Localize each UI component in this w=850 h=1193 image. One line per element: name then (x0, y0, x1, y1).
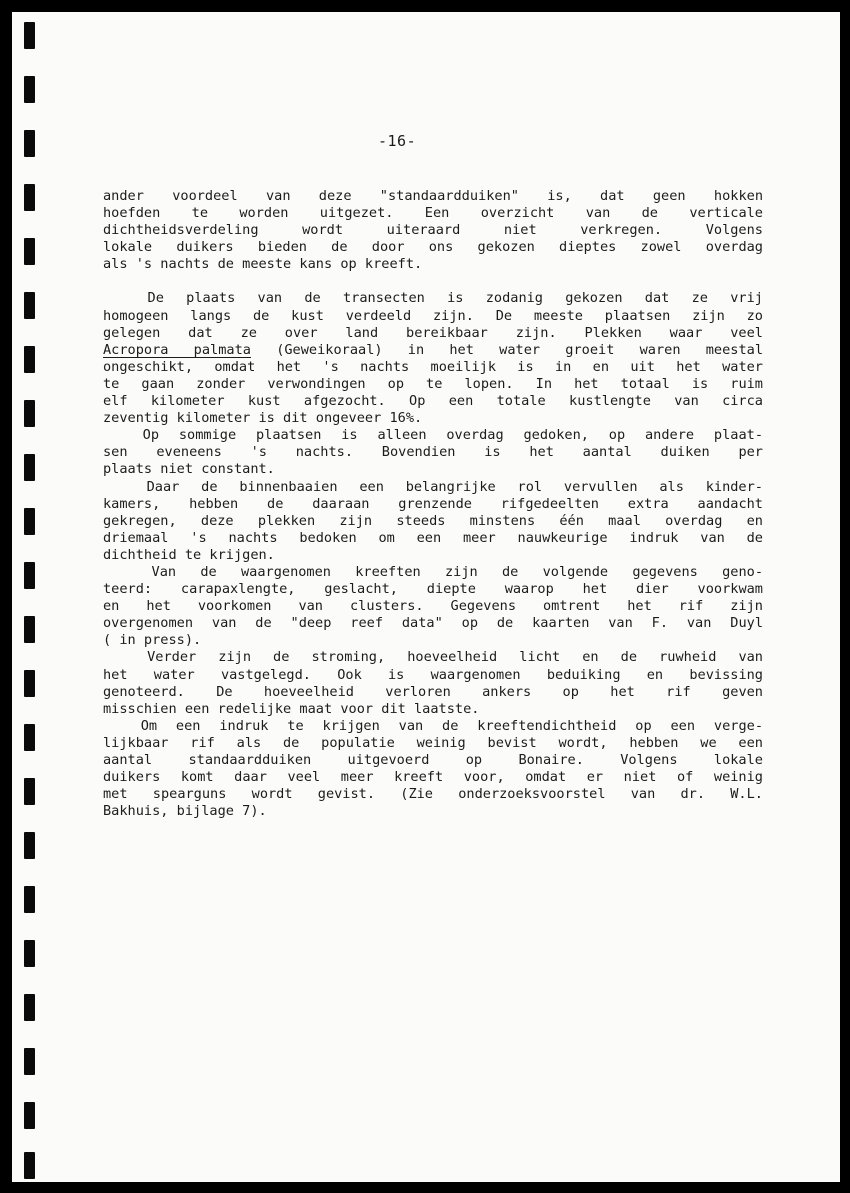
paragraph-spacer (103, 273, 763, 290)
text-line: ongeschikt, omdat het 's nachts moeilijk is in en uit het water (103, 358, 763, 375)
binder-hole (24, 616, 35, 643)
text-line-species: Acropora palmata (Geweikoraal) in het water groeit waren meestal (103, 341, 763, 358)
paragraph (103, 427, 763, 478)
binder-hole (24, 346, 35, 373)
text-line: Bakhuis, bijlage 7). (103, 803, 267, 820)
binder-hole (24, 508, 35, 535)
binder-hole (24, 994, 35, 1021)
binder-hole (24, 724, 35, 751)
binder-hole (24, 886, 35, 913)
text-line: elf kilometer kust afgezocht. Op een totale kustlengte van circa (103, 393, 763, 410)
text-line: kamers, hebben de daaraan grenzende rifgedeelten extra aandacht (103, 495, 763, 512)
binder-hole (24, 454, 35, 481)
text-line: sen eveneens 's nachts. Bovendien is het aantal duiken per (103, 444, 763, 461)
species-name: Acropora palmata (103, 341, 251, 358)
binder-hole (24, 292, 35, 319)
text-line: overgenomen van de "deep reef data" op de kaarten van F. van Duyl (103, 615, 763, 632)
text-line: met spearguns wordt gevist. (Zie onderzoeksvoorstel van dr. W.L. (103, 786, 763, 803)
text-line: lokale duikers bieden de door ons gekozen dieptes zowel overdag (103, 239, 763, 256)
text-line: Om een indruk te krijgen van de kreeftendichtheid op een verge- (103, 717, 763, 734)
text-line: Op sommige plaatsen is alleen overdag gedoken, op andere plaat- (103, 427, 763, 444)
text-line: misschien een redelijke maat voor dit laatste. (103, 700, 480, 717)
text-line: driemaal 's nachts bedoken om een meer nauwkeurige indruk van de (103, 529, 763, 546)
paragraph (103, 649, 763, 717)
binder-hole (24, 1152, 35, 1179)
binder-hole (24, 832, 35, 859)
text-line: duikers komt daar veel meer kreeft voor, omdat er niet of weinig (103, 769, 763, 786)
paragraph (103, 188, 763, 273)
text-line: ander voordeel van deze "standaardduiken" is, dat geen hokken (103, 188, 763, 204)
binder-hole (24, 400, 35, 427)
text-line: gekregen, deze plekken zijn steeds minstens één maal overdag en (103, 512, 763, 529)
text-line: ( in press). (103, 632, 202, 649)
paragraph (103, 290, 763, 427)
binder-holes (24, 0, 38, 1193)
binder-hole (24, 670, 35, 697)
text-line: De plaats van de transecten is zodanig gekozen dat ze vrij (103, 290, 763, 307)
binder-hole (24, 184, 35, 211)
binder-hole (24, 238, 35, 265)
text-line: als 's nachts de meeste kans op kreeft. (103, 256, 423, 273)
paragraph (103, 564, 763, 649)
text-line: aantal standaardduiken uitgevoerd op Bonaire. Volgens lokale (103, 752, 763, 768)
text-line: dichtheid te krijgen. (103, 546, 275, 563)
binder-hole (24, 1048, 35, 1075)
text-line: Verder zijn de stroming, hoeveelheid licht en de ruwheid van (103, 649, 763, 666)
binder-hole (24, 1102, 35, 1129)
binder-hole (24, 778, 35, 805)
text-line: zeventig kilometer is dit ongeveer 16%. (103, 410, 423, 427)
text-line: en het voorkomen van clusters. Gegevens omtrent het rif zijn (103, 598, 763, 615)
text-line: genoteerd. De hoeveelheid verloren ankers op het rif geven (103, 683, 763, 700)
text-line: te gaan zonder verwondingen op te lopen. In het totaal is ruim (103, 375, 763, 392)
text-line: hoefden te worden uitgezet. Een overzicht van de verticale (103, 205, 763, 222)
binder-hole (24, 562, 35, 589)
page-number: -16- (378, 132, 417, 150)
body-text (103, 188, 763, 820)
text-line: teerd: carapaxlengte, geslacht, diepte waarop het dier voorkwam (103, 581, 763, 598)
text-line: lijkbaar rif als de populatie weinig bevist wordt, hebben we een (103, 734, 763, 751)
text-line: homogeen langs de kust verdeeld zijn. De meeste plaatsen zijn zo (103, 307, 763, 324)
paragraph (103, 479, 763, 564)
binder-hole (24, 22, 35, 49)
paragraph (103, 718, 763, 821)
binder-hole (24, 130, 35, 157)
text-line: dichtheidsverdeling wordt uiteraard niet verkregen. Volgens (103, 222, 763, 239)
text-line: plaats niet constant. (103, 461, 275, 478)
text-line: gelegen dat ze over land bereikbaar zijn. Plekken waar veel (103, 324, 763, 341)
text-line: Van de waargenomen kreeften zijn de volgende gegevens geno- (103, 563, 763, 580)
text-line: het water vastgelegd. Ook is waargenomen beduiking en bevissing (103, 666, 763, 683)
binder-hole (24, 76, 35, 103)
binder-hole (24, 940, 35, 967)
text-line: Daar de binnenbaaien een belangrijke rol vervullen als kinder- (103, 478, 763, 495)
